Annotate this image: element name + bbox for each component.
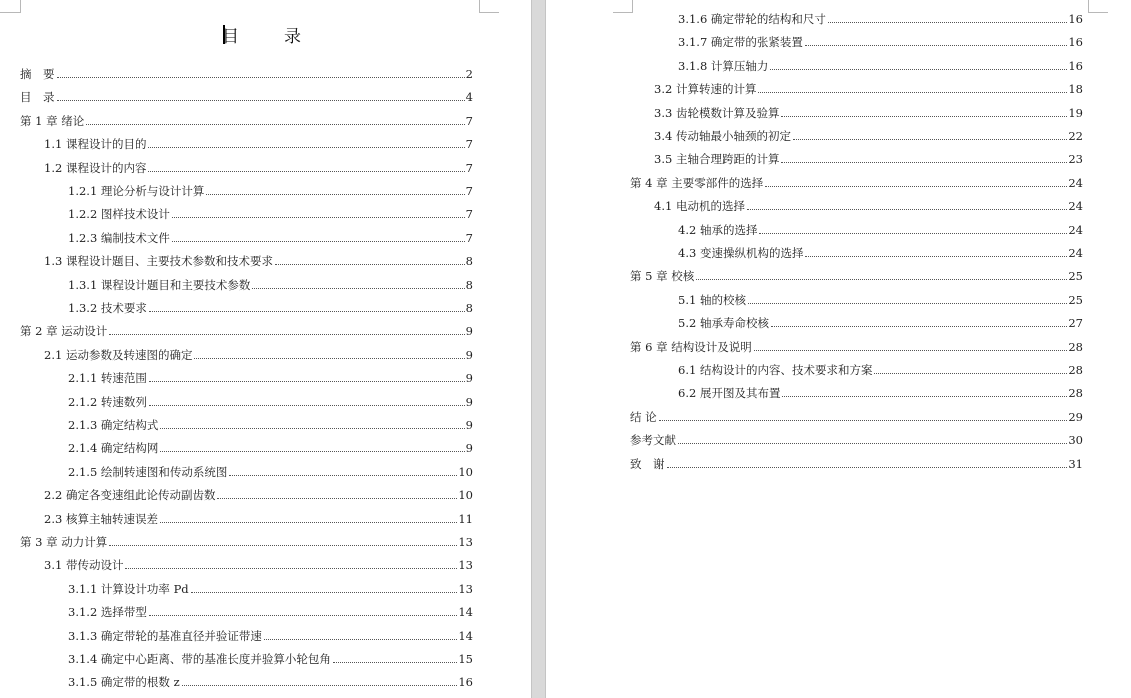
dot-leader xyxy=(748,303,1067,304)
toc-entry[interactable] xyxy=(654,81,1083,97)
toc-entry-page: 15 xyxy=(458,652,473,666)
dot-leader xyxy=(148,147,464,148)
toc-entry-page: 11 xyxy=(458,511,473,526)
toc-entry-page: 16 xyxy=(458,675,473,690)
toc-entry-page: 24 xyxy=(1068,175,1083,190)
toc-entry-label: 3.4 传动轴最小轴颈的初定 xyxy=(654,129,791,143)
toc-entry-page: 28 xyxy=(1068,363,1083,377)
dot-leader xyxy=(217,498,457,499)
toc-entry-label: 3.5 主轴合理跨距的计算 xyxy=(654,152,780,167)
dot-leader xyxy=(149,615,457,616)
toc-entry-page: 13 xyxy=(458,558,473,573)
dot-leader xyxy=(252,288,464,289)
toc-entry[interactable] xyxy=(68,651,473,667)
dot-leader xyxy=(333,662,457,663)
crop-mark xyxy=(1088,0,1108,13)
toc-entry[interactable] xyxy=(630,339,1083,355)
dot-leader xyxy=(805,256,1067,257)
toc-entry[interactable] xyxy=(68,440,473,456)
toc-entry-label: 2.1.2 转速数列 xyxy=(68,394,147,409)
toc-entry-page: 19 xyxy=(1068,105,1083,120)
toc-entry-label: 3.2 计算转速的计算 xyxy=(654,82,757,97)
toc-entry-page: 4 xyxy=(465,90,473,105)
toc-entry[interactable] xyxy=(68,370,473,386)
dot-leader xyxy=(191,592,458,593)
dot-leader xyxy=(781,162,1067,163)
toc-entry-label: 结 论 xyxy=(630,409,657,424)
toc-entry-label: 第 5 章 校核 xyxy=(630,269,695,284)
toc-entry-page: 25 xyxy=(1068,292,1083,307)
toc-entry[interactable] xyxy=(678,245,1083,261)
dot-leader xyxy=(148,171,464,172)
toc-entry-label: 4.2 轴承的选择 xyxy=(678,222,758,237)
toc-entry-label: 1.1 课程设计的目的 xyxy=(44,137,147,152)
toc-entry[interactable] xyxy=(68,464,473,480)
toc-entry-page: 16 xyxy=(1068,35,1083,50)
toc-entry-label: 4.1 电动机的选择 xyxy=(654,199,745,214)
toc-entry-page: 9 xyxy=(465,441,473,456)
toc-entry-label: 6.1 结构设计的内容、技术要求和方案 xyxy=(678,363,873,377)
toc-entry[interactable] xyxy=(630,175,1083,191)
toc-entry[interactable] xyxy=(678,222,1083,238)
toc-entry[interactable] xyxy=(44,487,473,503)
dot-leader xyxy=(160,522,457,523)
toc-entry-label: 3.1.8 计算压轴力 xyxy=(678,58,769,73)
dot-leader xyxy=(659,420,1068,421)
toc-entry-label: 3.1.2 选择带型 xyxy=(68,605,147,620)
toc-entry[interactable] xyxy=(44,136,473,152)
toc-entry[interactable] xyxy=(678,58,1083,74)
toc-entry-label: 3.1.5 确定带的根数 z xyxy=(68,675,180,690)
toc-entry-label: 3.1.3 确定带轮的基准直径并验证带速 xyxy=(68,628,262,643)
toc-entry[interactable] xyxy=(20,323,473,339)
toc-entry[interactable] xyxy=(68,206,473,222)
toc-entry-label: 5.1 轴的校核 xyxy=(678,292,746,307)
toc-entry-page: 9 xyxy=(465,394,473,409)
dot-leader xyxy=(149,405,465,406)
dot-leader xyxy=(57,100,465,101)
toc-entry[interactable] xyxy=(678,11,1083,27)
dot-leader xyxy=(758,92,1067,93)
toc-entry[interactable] xyxy=(678,362,1083,378)
toc-entry-page: 31 xyxy=(1068,456,1083,471)
dot-leader xyxy=(765,186,1067,187)
dot-leader xyxy=(793,139,1067,140)
toc-entry-label: 6.2 展开图及其布置 xyxy=(678,386,781,401)
document-page-left[interactable] xyxy=(0,0,531,698)
toc-entry-label: 4.3 变速操纵机构的选择 xyxy=(678,246,804,260)
toc-entry-page: 13 xyxy=(458,581,473,596)
toc-entry-page: 7 xyxy=(465,137,473,152)
dot-leader xyxy=(696,279,1067,280)
toc-entry-label: 第 4 章 主要零部件的选择 xyxy=(630,175,764,190)
toc-entry[interactable] xyxy=(654,151,1083,167)
dot-leader xyxy=(782,396,1067,397)
toc-entry-label: 5.2 轴承寿命校核 xyxy=(678,316,769,331)
dot-leader xyxy=(149,311,465,312)
dot-leader xyxy=(874,373,1067,374)
dot-leader xyxy=(194,358,464,359)
toc-entry-label: 1.3.2 技术要求 xyxy=(68,301,147,315)
toc-entry-page: 9 xyxy=(465,371,473,386)
toc-entry-label: 致 谢 xyxy=(630,456,665,471)
toc-entry[interactable] xyxy=(44,160,473,176)
toc-entry-page: 14 xyxy=(458,628,473,643)
toc-entry-label: 2.1 运动参数及转速图的确定 xyxy=(44,347,193,362)
toc-entry-page: 18 xyxy=(1068,82,1083,97)
toc-entry-label: 2.2 确定各变速组此论传动副齿数 xyxy=(44,488,216,503)
dot-leader xyxy=(771,326,1067,327)
toc-entry-page: 24 xyxy=(1068,222,1083,237)
document-page-right[interactable] xyxy=(546,0,1131,698)
toc-entry-page: 14 xyxy=(458,605,473,620)
toc-entry[interactable] xyxy=(68,183,473,199)
toc-entry[interactable] xyxy=(654,128,1083,144)
toc-entry-label: 1.3 课程设计题目、主要技术参数和技术要求 xyxy=(44,254,273,269)
toc-entry[interactable] xyxy=(68,628,473,644)
toc-entry[interactable] xyxy=(44,347,473,363)
dot-leader xyxy=(754,350,1068,351)
toc-entry-label: 2.1.4 确定结构网 xyxy=(68,441,159,456)
toc-entry-page: 23 xyxy=(1068,152,1083,167)
toc-entry[interactable] xyxy=(68,300,473,316)
dot-leader xyxy=(781,116,1067,117)
toc-entry-page: 22 xyxy=(1068,129,1083,143)
toc-entry-page: 7 xyxy=(465,230,473,245)
toc-entry-page: 13 xyxy=(458,535,473,549)
toc-entry-page: 24 xyxy=(1068,199,1083,214)
toc-entry-page: 9 xyxy=(465,418,473,432)
toc-entry-page: 29 xyxy=(1068,409,1083,424)
toc-entry-page: 28 xyxy=(1068,386,1083,401)
toc-entry[interactable] xyxy=(68,417,473,433)
toc-entry[interactable] xyxy=(20,89,473,105)
dot-leader xyxy=(86,124,464,125)
toc-entry-label: 第 1 章 绪论 xyxy=(20,113,85,128)
toc-entry[interactable] xyxy=(654,198,1083,214)
toc-entry-label: 第 2 章 运动设计 xyxy=(20,324,108,339)
toc-entry-page: 7 xyxy=(465,207,473,222)
toc-entry[interactable] xyxy=(630,268,1083,284)
toc-entry[interactable] xyxy=(68,394,473,410)
toc-entry-page: 8 xyxy=(465,277,473,292)
toc-entry-label: 1.2.3 编制技术文件 xyxy=(68,230,170,245)
toc-entry-label: 参考文献 xyxy=(630,433,676,448)
toc-entry-page: 10 xyxy=(458,464,473,479)
dot-leader xyxy=(264,639,457,640)
toc-entry-page: 7 xyxy=(465,184,473,198)
toc-entry[interactable] xyxy=(68,604,473,620)
dot-leader xyxy=(747,209,1067,210)
toc-entry-page: 8 xyxy=(465,254,473,269)
toc-entry[interactable] xyxy=(630,409,1083,425)
dot-leader xyxy=(275,264,465,265)
toc-entry-label: 1.2.2 图样技术设计 xyxy=(68,207,170,222)
toc-entry[interactable] xyxy=(44,557,473,573)
toc-entry[interactable] xyxy=(20,534,473,550)
toc-entry-label: 目 录 xyxy=(20,90,55,105)
dot-leader xyxy=(109,334,464,335)
toc-entry-page: 7 xyxy=(465,160,473,175)
toc-entry[interactable] xyxy=(20,66,473,82)
toc-entry-page: 8 xyxy=(465,301,473,315)
crop-mark xyxy=(0,0,21,13)
toc-entry[interactable] xyxy=(68,230,473,246)
toc-entry[interactable] xyxy=(678,315,1083,331)
toc-entry-label: 3.3 齿轮模数计算及验算 xyxy=(654,105,780,120)
toc-entry[interactable] xyxy=(44,253,473,269)
toc-entry-label: 2.1.3 确定结构式 xyxy=(68,418,159,432)
toc-entry[interactable] xyxy=(678,292,1083,308)
toc-entry-page: 9 xyxy=(465,347,473,362)
toc-entry-label: 3.1.6 确定带轮的结构和尺寸 xyxy=(678,12,826,26)
dot-leader xyxy=(109,545,457,546)
toc-entry-page: 7 xyxy=(465,113,473,128)
toc-entry-label: 3.1.7 确定带的张紧装置 xyxy=(678,35,803,50)
dot-leader xyxy=(172,217,465,218)
toc-entry-page: 9 xyxy=(465,324,473,339)
dot-leader xyxy=(206,194,464,195)
toc-entry[interactable] xyxy=(630,432,1083,448)
toc-entry-label: 2.1.1 转速范围 xyxy=(68,371,147,386)
toc-entry-label: 3.1.1 计算设计功率 Pd xyxy=(68,581,189,596)
dot-leader xyxy=(172,241,465,242)
toc-entry-page: 28 xyxy=(1068,339,1083,354)
toc-entry-page: 16 xyxy=(1068,58,1083,73)
toc-entry-label: 2.3 核算主轴转速误差 xyxy=(44,511,158,526)
toc-entry[interactable] xyxy=(68,277,473,293)
toc-entry-page: 25 xyxy=(1068,269,1083,284)
dot-leader xyxy=(770,69,1067,70)
dot-leader xyxy=(229,475,457,476)
toc-entry-label: 第 3 章 动力计算 xyxy=(20,535,108,549)
toc-entry-label: 1.3.1 课程设计题目和主要技术参数 xyxy=(68,277,251,292)
dot-leader xyxy=(667,467,1068,468)
toc-entry-page: 2 xyxy=(465,67,473,81)
dot-leader xyxy=(759,233,1067,234)
toc-entry-page: 30 xyxy=(1068,433,1083,448)
toc-entry-label: 2.1.5 绘制转速图和传动系统图 xyxy=(68,464,228,479)
toc-entry-label: 摘 要 xyxy=(20,67,55,81)
dot-leader xyxy=(182,685,458,686)
dot-leader xyxy=(160,451,464,452)
toc-entry-page: 10 xyxy=(458,488,473,503)
toc-entry[interactable] xyxy=(654,105,1083,121)
toc-entry[interactable] xyxy=(678,34,1083,50)
toc-entry[interactable] xyxy=(68,581,473,597)
dot-leader xyxy=(125,568,457,569)
toc-entry[interactable] xyxy=(630,456,1083,472)
dot-leader xyxy=(149,381,465,382)
dot-leader xyxy=(57,77,465,78)
toc-entry-page: 27 xyxy=(1068,316,1083,331)
crop-mark xyxy=(479,0,499,13)
dot-leader xyxy=(160,428,464,429)
toc-entry[interactable] xyxy=(678,385,1083,401)
toc-entry-label: 3.1 带传动设计 xyxy=(44,558,124,573)
toc-entry[interactable] xyxy=(20,113,473,129)
crop-mark xyxy=(613,0,633,13)
toc-entry-page: 24 xyxy=(1068,246,1083,260)
toc-entry-label: 1.2 课程设计的内容 xyxy=(44,160,147,175)
toc-entry-label: 1.2.1 理论分析与设计计算 xyxy=(68,184,205,198)
toc-entry-page: 16 xyxy=(1068,12,1083,26)
dot-leader xyxy=(805,45,1067,46)
toc-entry-label: 3.1.4 确定中心距离、带的基准长度并验算小轮包角 xyxy=(68,652,331,666)
dot-leader xyxy=(828,22,1067,23)
page-gap xyxy=(531,0,546,698)
toc-entry-label: 第 6 章 结构设计及说明 xyxy=(630,339,752,354)
toc-entry[interactable] xyxy=(68,674,473,690)
dot-leader xyxy=(678,443,1067,444)
toc-title: 目 录 xyxy=(222,27,315,47)
toc-entry[interactable] xyxy=(44,511,473,527)
